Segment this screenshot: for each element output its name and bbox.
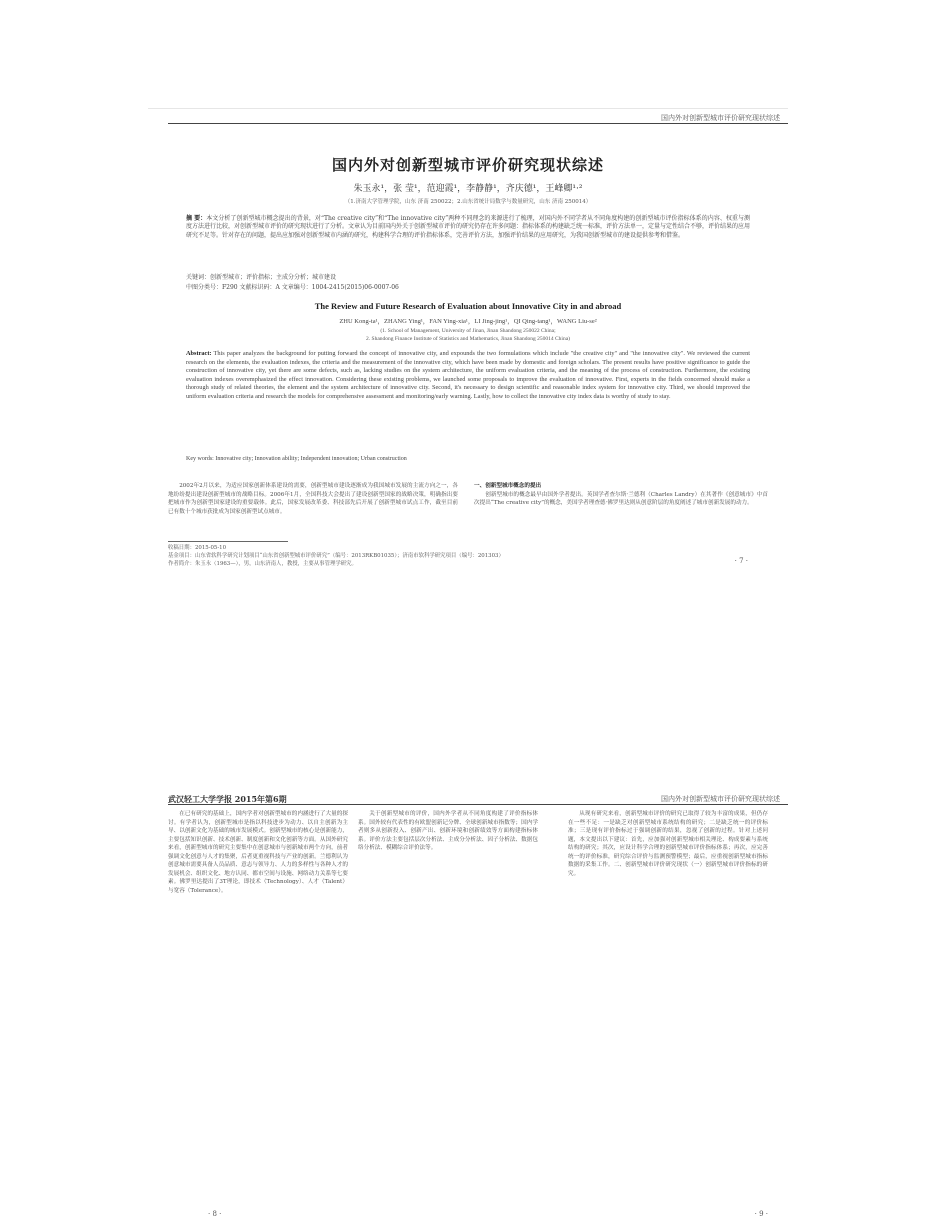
running-header: 国内外对创新型城市评价研究现状综述 <box>661 795 780 803</box>
header-rule <box>168 123 788 124</box>
affiliation-line-1: (1. School of Management, University of Jinan, Jinan Shandong 250022 China; <box>380 328 556 334</box>
body-column-1 <box>168 810 348 1202</box>
page-spread <box>148 792 788 1226</box>
body-paragraph: 创新型城市的概念最早由国外学者提出。英国学者查尔斯·兰德利（Charles Landry）在其著作《创意城市》中首次提出“The creative city”的概念，美国学者理查德·佛罗里达则从创意阶层的角度阐述了城市创新发展的动力。 <box>474 491 768 506</box>
abstract-en-text: This paper analyzes the background for putting forward the concept of innovative city, and expounds the two formulations which include "the creative city" and "the innovative city". We reviewed the current research on the elements, the evaluation indexes, the criteria and the measurement of the innovative city, which have been made by domestic and foreign scholars. The present results have positive significance to guide the construction of innovative city, yet there are some defects, such as, lacking studies on the system architecture, the uniform evaluation criteria, and the meaning of the process of construction. Furthermore, the existing evaluation indexes overemphasized the effect innovation. Considering these existing problems, we launched some proposals to improve the evaluation of innovative. First, experts in the fields concerned should make a thorough study of related theories, the element and the system architecture of innovative city. Second, it's necessary to design scientific and reasonable index system for innovative city. Third, we should improved the uniform evaluation criteria and research the models for comprehensive assessment and monitoring/early warning. Lastly, how to collect the innovative city index data is worthy of study to stay. <box>186 350 750 400</box>
running-header: 国内外对创新型城市评价研究现状综述 <box>661 114 780 122</box>
abstract-chinese <box>186 215 750 240</box>
keywords-chinese: 关键词：创新型城市；评价指标；主成分分析；城市建设 <box>186 274 337 281</box>
body-column-right <box>474 482 768 538</box>
page-number: · 7 · <box>734 557 748 565</box>
english-affiliation <box>148 327 788 343</box>
header-rule <box>168 804 788 805</box>
classification-line: 中图分类号：F290 文献标识码：A 文章编号：1004-2415(2015)06-0007-06 <box>186 284 399 291</box>
body-paragraph: 从现有研究来看，创新型城市评价的研究已取得了较为丰富的成果，但仍存在一些不足：一是缺乏对创新型城市系统结构的研究；二是缺乏统一的评价标准；三是现有评价指标过于强调创新的结果，忽视了创新的过程。针对上述问题，本文提出以下建议：首先，应加强对创新型城市相关理论、构成要素与系统结构的研究；其次，应设计科学合理的创新型城市评价指标体系；再次，应完善统一的评价标准，研究综合评价与监测预警模型；最后，应重视创新型城市指标数据的采集工作。二、创新型城市评价研究现状（一）创新型城市评价指标的研究。 <box>568 811 768 877</box>
abstract-label: 摘 要： <box>186 215 207 222</box>
body-column-left <box>168 482 458 538</box>
author-list: 朱玉永¹，张 莹¹，范迎霞¹，李静静¹，齐庆德¹，王峰卿¹·² <box>353 184 583 194</box>
body-paragraph: 2002年2月以来，为适应国家创新体系建设的需要，创新型城市建设逐渐成为我国城市发展的主流方向之一，各地纷纷提出建设创新型城市的战略目标。2006年1月，全国科技大会提出了建设创新型国家的战略决策，明确指出要把城市作为创新型国家建设的重要载体。此后，国家发展改革委、科技部先后开展了创新型城市试点工作，截至目前已有数十个城市获批成为国家创新型试点城市。 <box>168 483 458 515</box>
body-column-3 <box>568 810 768 1202</box>
footnote-rule <box>168 541 288 542</box>
footnote: 收稿日期：2015-05-10 基金项目：山东省软科学研究计划项目“山东省创新型城市评价研究”（编号：2013RKB01035）；济南市软科学研究项目（编号：201303） 作者简介：朱玉永（1963—），男，山东济南人，教授，主要从事管理学研究。 <box>168 545 504 567</box>
body-column-2 <box>358 810 538 1202</box>
page-one <box>148 108 788 789</box>
page-number-right: · 9 · <box>754 1210 768 1218</box>
affiliation-line-2: 2. Shandong Finance Institute of Statistics and Mathematics, Jinan Shandong 250014 China) <box>366 336 570 342</box>
abstract-text: 本文分析了创新型城市概念提出的背景，对“The creative city”和“The innovative city”两种不同理念的来源进行了梳理，对国内外不同学者从不同角度构建的创新型城市评价指标体系的内容、权重与测度方法进行比较，对创新型城市评价的研究现状进行了分析。文章认为目前国内外关于创新型城市评价的研究仍存在许多问题：指标体系的构建缺乏统一标准，评价方法单一，定量与定性结合不够，评价结果的应用研究不足等。针对存在的问题，提出应加强对创新型城市内涵的研究，构建科学合理的评价指标体系，完善评价方法，加强评价结果的应用研究，为我国创新型城市的建设提供参考和借鉴。 <box>186 215 751 239</box>
keywords-english: Key words: Innovative city; Innovation ability; Independent innovation; Urban construction <box>186 456 407 462</box>
paper-title: 国内外对创新型城市评价研究现状综述 <box>331 156 604 174</box>
abstract-en-label: Abstract: <box>186 350 212 357</box>
body-paragraph: 关于创新型城市的评价，国内外学者从不同角度构建了评价指标体系。国外较有代表性的有欧盟创新记分牌、全球创新城市指数等；国内学者则多从创新投入、创新产出、创新环境和创新绩效等方面构建指标体系。评价方法主要包括层次分析法、主成分分析法、因子分析法、数据包络分析法、模糊综合评价法等。 <box>358 811 538 851</box>
english-authors: ZHU Kong-ta¹，ZHANG Ying¹，FAN Ying-xia¹，LI Jing-jing¹，QI Qing-tang¹，WANG Liu-se² <box>339 318 597 325</box>
body-paragraph: 在已有研究的基础上，国内学者对创新型城市的内涵进行了大量的探讨。有学者认为，创新型城市是指以科技进步为动力、以自主创新为主导、以创新文化为基础的城市发展模式。创新型城市的核心是创新能力，主要包括知识创新、技术创新、制度创新和文化创新等方面。从国外研究来看，创新型城市的研究主要集中在创意城市与创新城市两个方向，前者强调文化创意与人才的集聚，后者更重视科技与产业的创新。兰德利认为创意城市需要具备人员品质、意志与领导力、人力的多样性与各种人才的发展机会、组织文化、地方认同、都市空间与设施、网络动力关系等七要素。佛罗里达提出了3T理论，即技术（Technology）、人才（Talent）与宽容（Tolerance）。 <box>168 811 348 894</box>
english-title: The Review and Future Research of Evaluation about Innovative City in and abroad <box>314 301 622 311</box>
journal-header: 武汉轻工大学学报 2015年第6期 <box>168 794 287 804</box>
page-number-left: · 8 · <box>208 1210 222 1218</box>
abstract-english <box>186 350 750 402</box>
affiliation: （1.济南大学管理学院，山东 济南 250022；2.山东省统计局数学与数量研究，山东 济南 250014） <box>344 199 592 205</box>
section-heading: 一、创新型城市概念的提出 <box>474 483 542 489</box>
